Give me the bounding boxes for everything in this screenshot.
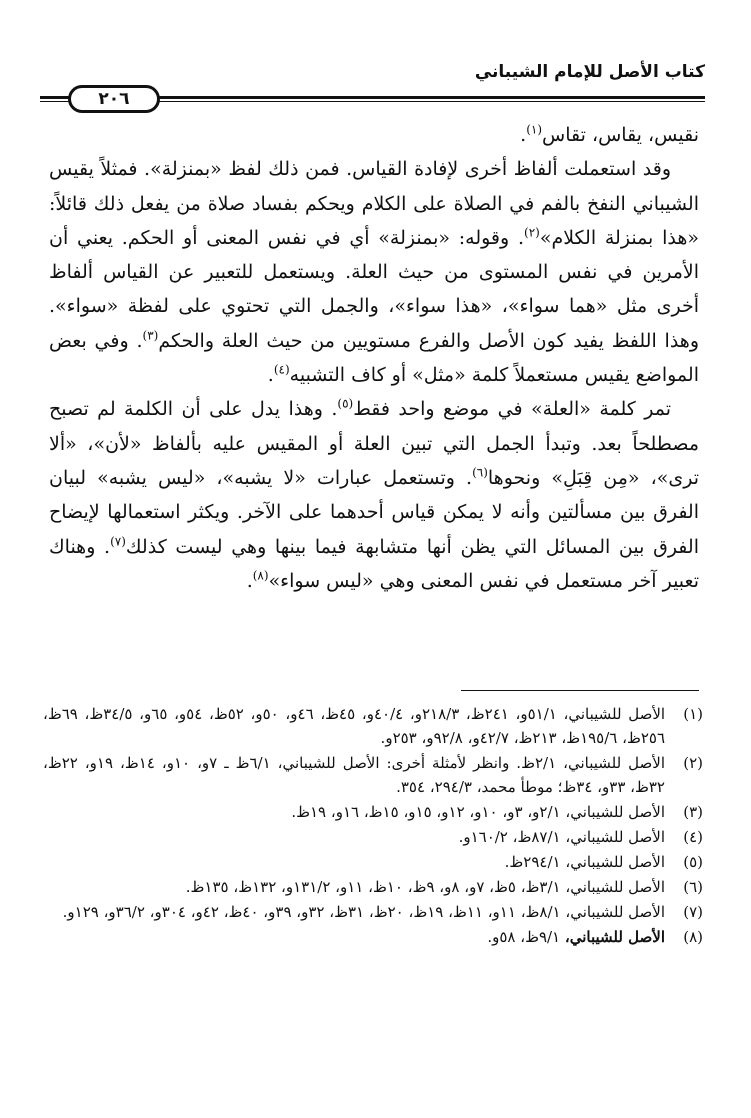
book-title: كتاب الأصل للإمام الشيباني — [474, 62, 705, 82]
footnote-number: (٥) — [683, 853, 703, 871]
footnote-ref[interactable]: (٧) — [110, 534, 126, 549]
footnote — [43, 751, 703, 799]
footnote-separator — [461, 690, 699, 691]
paragraph-text: . وقوله: «بمنزلة» أي في نفس المعنى أو الحكم. يعني أن الأمرين في نفس المستوى من حيث العلة. ويستعمل للتعبير عن القياس ألفاظ أخرى مثل «هما سواء»، «هذا سواء»، والجمل التي تحتوي على لفظة «سواء». وهذا اللفظ يفيد كون الأصل والفرع مستويين من حيث العلة والحكم — [49, 226, 700, 352]
footnote-text: الأصل للشيباني، ٢/١و، ٣و، ١٠و، ١٢و، ١٥و، ١٥ظ، ١٦و، ١٩ظ. — [291, 803, 665, 821]
footnote — [43, 800, 703, 824]
paragraph-text: . وفي بعض المواضع يقيس مستعملاً كلمة «مثل» أو كاف التشبيه — [49, 329, 699, 387]
paragraph-2 — [49, 152, 699, 392]
footnote — [43, 900, 703, 924]
footnote — [43, 850, 703, 874]
footnote-ref[interactable]: (٢) — [524, 225, 540, 240]
page-number: ٢٠٦ — [68, 85, 160, 113]
footnote-text: الأصل للشيباني، ٥١/١و، ٢٤١ظ، ٢١٨/٣و، ٤٠/٤و، ٤٥ظ، ٤٦و، ٥٠و، ٥٢ظ، ٥٤و، ٦٥و، ٣٤/٥ظ، ٦٩ظ، ٢٥٦ظ، ١٩٥/٦ظ، ٢١٣ظ، ٤٢/٧و، ٩٢/٨و، ٢٥٣و. — [43, 705, 666, 747]
paragraph-3 — [49, 392, 699, 598]
footnote-text: الأصل للشيباني، ٨/١ظ، ١١و، ١١ظ، ١٩ظ، ٢٠ظ، ٣١ظ، ٣٢و، ٣٩و، ٤٠ظ، ٤٢و، ٣٠٤و، ٣٦/٢و، ١٢٩و. — [62, 903, 665, 921]
footnote-number: (٦) — [683, 878, 703, 896]
footnote — [43, 875, 703, 899]
footnote-ref[interactable]: (٤) — [273, 362, 290, 377]
footnote-text — [43, 925, 665, 949]
footnote-text: الأصل للشيباني، ٨٧/١ظ، ١٦٠/٢و. — [458, 828, 665, 846]
footnote-ref[interactable]: (٨) — [252, 568, 269, 583]
footnote — [43, 825, 703, 849]
footnote-ref[interactable]: (٣) — [142, 328, 159, 343]
footnote-number: (٧) — [683, 903, 703, 921]
footnote — [43, 702, 703, 750]
footnote-number: (١) — [683, 705, 703, 723]
paragraph-text: وقد استعملت ألفاظ أخرى لإفادة القياس. فمن ذلك لفظ «بمنزلة». فمثلاً يقيس الشيباني النفخ بالفم في الصلاة على الكلام ويحكم بفساد صلاة من يفعل ذلك قائلاً: «هذا بمنزلة الكلام» — [49, 158, 699, 249]
paragraph-text: . — [267, 364, 274, 387]
footnote-text: الأصل للشيباني، ٣/١ظ، ٥ظ، ٧و، ٨و، ٩ظ، ١٠ظ، ١١و، ١٣١/٢و، ١٣٢ظ، ١٣٥ظ. — [185, 878, 665, 896]
paragraph-text: . وتستعمل عبارات «لا يشبه»، «ليس يشبه» لبيان الفرق بين مسألتين وأنه لا يمكن قياس أحدهما على الآخر. ويكثر استعمالها لإيضاح الفرق بين المسائل التي يظن أنها متشابهة فيما بينها وهي ليست كذلك — [49, 466, 699, 558]
paragraph-text: . وهناك تعبير آخر مستعمل في نفس المعنى وهي «ليس سواء» — [49, 535, 699, 592]
paragraph-text: . — [246, 569, 253, 592]
paragraph-text: . وهذا يدل على أن الكلمة لم تصبح مصطلحاً بعد. وتبدأ الجمل التي تبين العلة أو المقيس عليه بألفاظ «لأن»، «ألا ترى»، «مِن قِبَلِ» ونحوها — [49, 398, 699, 489]
footnote-ref[interactable]: (٦) — [472, 465, 488, 480]
paragraph-text: تمر كلمة «العلة» في موضع واحد فقط — [353, 398, 671, 421]
paragraph-text: . — [520, 124, 527, 146]
footnote-number: (٨) — [683, 928, 703, 946]
footnote-locations: ٩/١ظ، ٥٨و. — [487, 928, 565, 946]
main-text — [49, 118, 699, 598]
paragraph-1 — [49, 118, 699, 152]
footnote-number: (٤) — [683, 828, 703, 846]
running-header — [40, 62, 705, 108]
footnote-text: الأصل للشيباني، ٢٩٤/١ظ. — [504, 853, 665, 871]
footnote-source: الأصل للشيباني، — [564, 928, 665, 946]
footnote-number: (٣) — [683, 803, 703, 821]
footnote-text: الأصل للشيباني، ٢/١ظ. وانظر لأمثلة أخرى: الأصل للشيباني، ٦/١ظ ـ ٧و، ١٠و، ١٤ظ، ١٩و، ٢٢ظ، ٣٢ظ، ٣٣و، ٣٤ظ؛ موطأ محمد، ٢٩٤/٣، ٣٥٤. — [43, 754, 665, 796]
footnote-number: (٢) — [683, 754, 703, 772]
footnotes — [43, 702, 703, 950]
paragraph-text: نقيس، يقاس، تقاس — [542, 124, 699, 146]
footnote-ref[interactable]: (٥) — [337, 397, 354, 412]
footnote-ref[interactable]: (١) — [526, 122, 543, 137]
footnote — [43, 925, 703, 949]
